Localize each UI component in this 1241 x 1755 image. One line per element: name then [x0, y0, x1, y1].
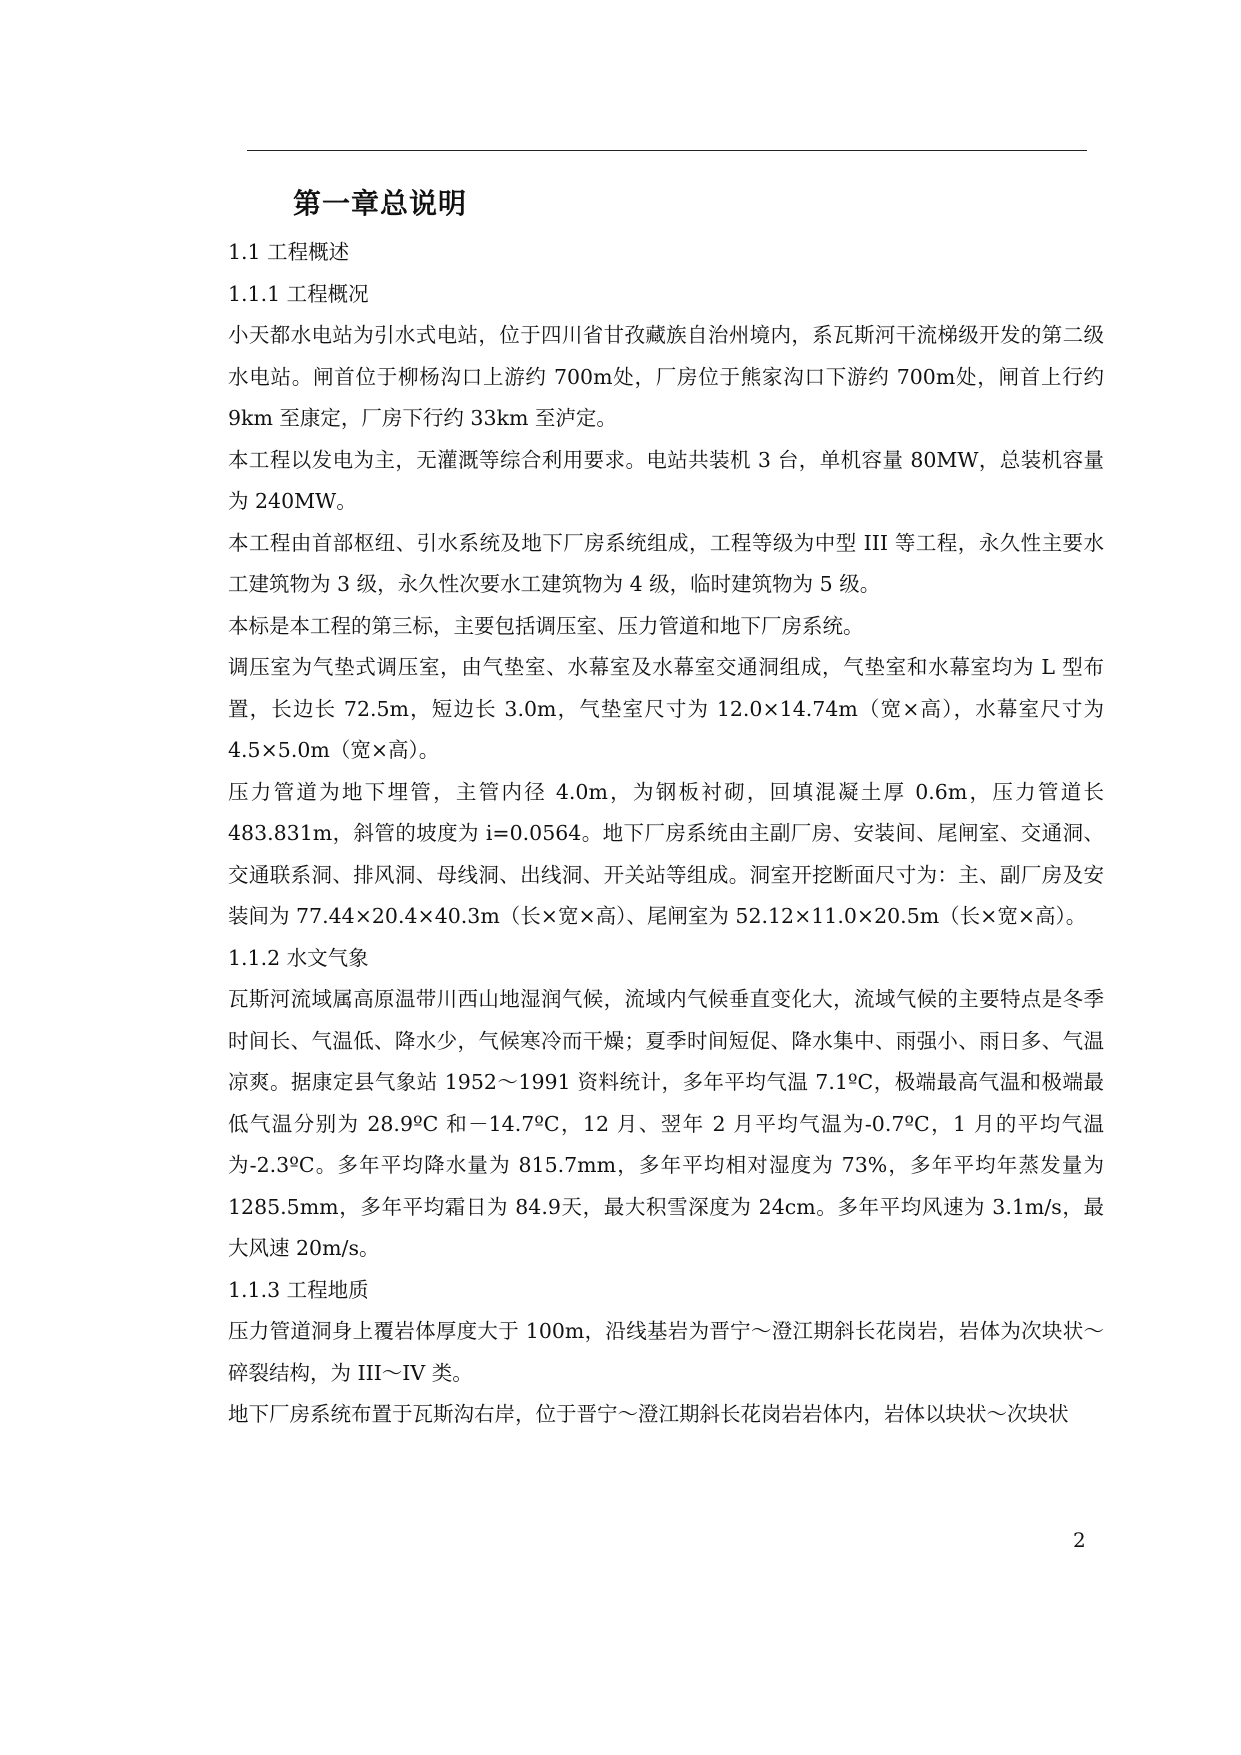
paragraph-penstock-geology: 压力管道洞身上覆岩体厚度大于 100m，沿线基岩为晋宁～澄江期斜长花岗岩，岩体为次块状～碎裂结构，为 III～IV 类。 [228, 1319, 1104, 1385]
section-heading-1-1: 1.1 工程概述 [228, 240, 350, 264]
paragraph-surge-chamber: 调压室为气垫式调压室，由气垫室、水幕室及水幕室交通洞组成，气垫室和水幕室均为 L 型布置，长边长 72.5m，短边长 3.0m，气垫室尺寸为 12.0×14.74m（宽×高），水幕室尺寸为 4.5×5.0m（宽×高）。 [228, 655, 1104, 762]
chapter-title: 第一章总说明 [293, 187, 468, 220]
header-rule [247, 150, 1087, 151]
paragraph-project-location: 小天都水电站为引水式电站，位于四川省甘孜藏族自治州境内，系瓦斯河干流梯级开发的第二级水电站。闸首位于柳杨沟口上游约 700m处，厂房位于熊家沟口下游约 700m处，闸首上行约 9km 至康定，厂房下行约 33km 至泸定。 [228, 323, 1104, 430]
paragraph-hydrology-climate: 瓦斯河流域属高原温带川西山地湿润气候，流域内气候垂直变化大，流域气候的主要特点是冬季时间长、气温低、降水少，气候寒冷而干燥；夏季时间短促、降水集中、雨强小、雨日多、气温凉爽。据康定县气象站 1952～1991 资料统计，多年平均气温 7.1ºC，极端最高气温和极端最低气温分别为 28.9ºC 和－14.7ºC，12 月、翌年 2 月平均气温为-0.7ºC，1 月的平均气温为-2.3ºC。多年平均降水量为 815.7mm，多年平均相对湿度为 73%，多年平均年蒸发量为 1285.5mm，多年平均霜日为 84.9天，最大积雪深度为 24cm。多年平均风速为 3.1m/s，最大风速 20m/s。 [228, 987, 1104, 1260]
paragraph-project-grade: 本工程由首部枢纽、引水系统及地下厂房系统组成，工程等级为中型 III 等工程，永久性主要水工建筑物为 3 级，永久性次要水工建筑物为 4 级，临时建筑物为 5 级。 [228, 530, 1104, 596]
section-heading-1-1-3: 1.1.3 工程地质 [228, 1277, 369, 1302]
paragraph-installed-capacity: 本工程以发电为主，无灌溉等综合利用要求。电站共装机 3 台，单机容量 80MW，总装机容量为 240MW。 [228, 447, 1104, 513]
section-heading-1-1-2: 1.1.2 水文气象 [228, 945, 369, 970]
section-heading-1-1-1: 1.1.1 工程概况 [228, 281, 369, 306]
paragraph-penstock-powerhouse: 压力管道为地下埋管，主管内径 4.0m，为钢板衬砌，回填混凝土厚 0.6m，压力管道长 483.831m，斜管的坡度为 i=0.0564。地下厂房系统由主副厂房、安装间、尾闸室、交通洞、交通联系洞、排风洞、母线洞、出线洞、开关站等组成。洞室开挖断面尺寸为：主、副厂房及安装间为 77.44×20.4×40.3m（长×宽×高）、尾闸室为 52.12×11.0×20.5m（长×宽×高）。 [228, 779, 1104, 928]
page-number: 2 [1073, 1528, 1086, 1552]
paragraph-powerhouse-geology: 地下厂房系统布置于瓦斯沟右岸，位于晋宁～澄江期斜长花岗岩岩体内，岩体以块状～次块状 [228, 1402, 1069, 1426]
paragraph-bid-scope: 本标是本工程的第三标，主要包括调压室、压力管道和地下厂房系统。 [228, 613, 864, 638]
document-body [228, 232, 1104, 1436]
